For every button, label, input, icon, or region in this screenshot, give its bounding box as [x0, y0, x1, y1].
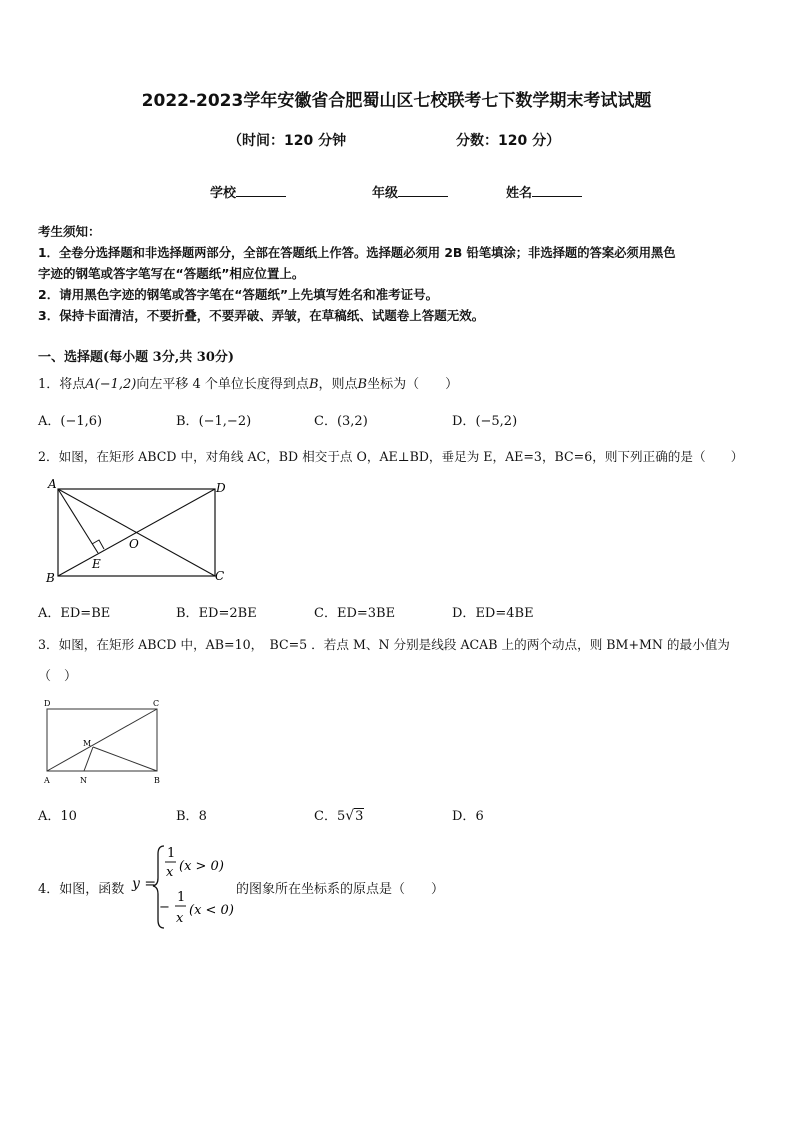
q2-figure [40, 472, 240, 588]
notice-heading: 考生须知： [38, 224, 101, 239]
q2-label-o: O [129, 537, 139, 551]
q4-case1-cond: (x > 0) [179, 859, 224, 874]
q3-option-a[interactable]: A．10 [38, 809, 77, 824]
q3-option-c[interactable]: C．5√3 [314, 808, 364, 824]
q1-post: 坐标为（ ） [367, 377, 459, 392]
q3-option-b[interactable]: B．8 [176, 809, 207, 824]
question-1 [38, 373, 458, 392]
school-blank[interactable] [236, 184, 286, 197]
question-4-pre: 4．如图，函数 [38, 882, 125, 897]
q1-mid: 向左平移 4 个单位长度得到点 [136, 377, 309, 392]
question-2: 2．如图，在矩形 ABCD 中，对角线 AC，BD 相交于点 O，AE⊥BD，垂足为 E，AE=3，BC=6，则下列正确的是（ ） [38, 449, 744, 464]
grade-label: 年级 [372, 186, 399, 201]
name-blank[interactable] [532, 184, 582, 197]
school-field [210, 182, 286, 201]
sqrt-symbol: √ [345, 808, 355, 824]
q2-label-e: E [92, 557, 101, 571]
name-field [506, 182, 582, 201]
q4-brace [153, 846, 164, 928]
q1-option-c[interactable]: C．(3,2) [314, 414, 368, 429]
notice-line-1b: 字迹的钢笔或答字笔写在“答题纸”相应位置上。 [38, 266, 305, 281]
q4-case2-cond: (x < 0) [189, 903, 234, 918]
q4-case1-den: x [166, 865, 174, 880]
q1-option-b[interactable]: B．(−1,−2) [176, 414, 252, 429]
q4-case2-sign: − [159, 900, 170, 915]
notice-line-3: 3．保持卡面清洁，不要折叠，不要弄破、弄皱，在草稿纸、试题卷上答题无效。 [38, 308, 485, 323]
q3-diagonal-ac [47, 709, 157, 771]
notice-line-2: 2．请用黑色字迹的钢笔或答字笔在“答题纸”上先填写姓名和准考证号。 [38, 287, 439, 302]
q1-pre: 1．将点 [38, 377, 86, 392]
q3-label-n: N [80, 776, 87, 785]
q1-b2: B [357, 377, 368, 392]
grade-field [372, 182, 448, 201]
q1-option-d[interactable]: D．(−5,2) [452, 414, 518, 429]
q3-label-c: C [153, 699, 160, 708]
section-heading: 一、选择题(每小题 3分,共 30分) [38, 350, 235, 365]
q4-piecewise-function [150, 842, 245, 932]
time-limit: （时间：120 分钟 [228, 133, 347, 149]
q3-label-d: D [44, 699, 51, 708]
q4-y-equals: y = [132, 876, 157, 892]
q1-b1: B [308, 377, 319, 392]
question-3-paren: （ ） [38, 669, 78, 684]
q3-segment-mn [84, 747, 93, 771]
q3-label-a: A [44, 776, 50, 785]
q4-case1-num: 1 [167, 846, 176, 861]
q2-perpendicular-ae [58, 489, 98, 553]
q2-label-b: B [46, 571, 55, 585]
q2-option-d[interactable]: D．ED=4BE [452, 606, 534, 621]
q3-option-d[interactable]: D．6 [452, 809, 484, 824]
name-label: 姓名 [506, 186, 533, 201]
q2-label-d: D [216, 481, 226, 495]
q2-label-a: A [48, 477, 57, 491]
notice-line-1a: 1．全卷分选择题和非选择题两部分，全部在答题纸上作答。选择题必须用 2B 铅笔填涂；非选择题的答案必须用黑色 [38, 246, 676, 260]
q4-case2-num: 1 [177, 890, 186, 905]
school-label: 学校 [210, 186, 237, 201]
q3-segment-bm [93, 747, 157, 771]
q3-label-m: M [83, 739, 92, 748]
grade-blank[interactable] [398, 184, 448, 197]
page-title: 2022-2023学年安徽省合肥蜀山区七校联考七下数学期末考试试题 [141, 91, 652, 111]
q2-right-angle-mark [92, 540, 104, 549]
q2-option-b[interactable]: B．ED=2BE [176, 606, 257, 621]
q1-option-a[interactable]: A．(−1,6) [38, 414, 103, 429]
q2-option-c[interactable]: C．ED=3BE [314, 606, 396, 621]
q2-option-a[interactable]: A．ED=BE [38, 606, 111, 621]
q3-label-b: B [154, 776, 160, 785]
total-score: 分数：120 分） [456, 133, 561, 149]
q1-mid2: ，则点 [318, 377, 358, 392]
question-4-post: 的图象所在坐标系的原点是（ ） [236, 882, 445, 897]
q1-point: A(−1,2) [85, 377, 137, 392]
q2-label-c: C [215, 569, 225, 583]
q4-case2-den: x [176, 911, 184, 926]
question-3: 3．如图，在矩形 ABCD 中，AB=10， BC=5 ．若点 M、N 分别是线段 ACAB 上的两个动点，则 BM+MN 的最小值为 [38, 637, 730, 652]
q3-figure [38, 696, 168, 788]
